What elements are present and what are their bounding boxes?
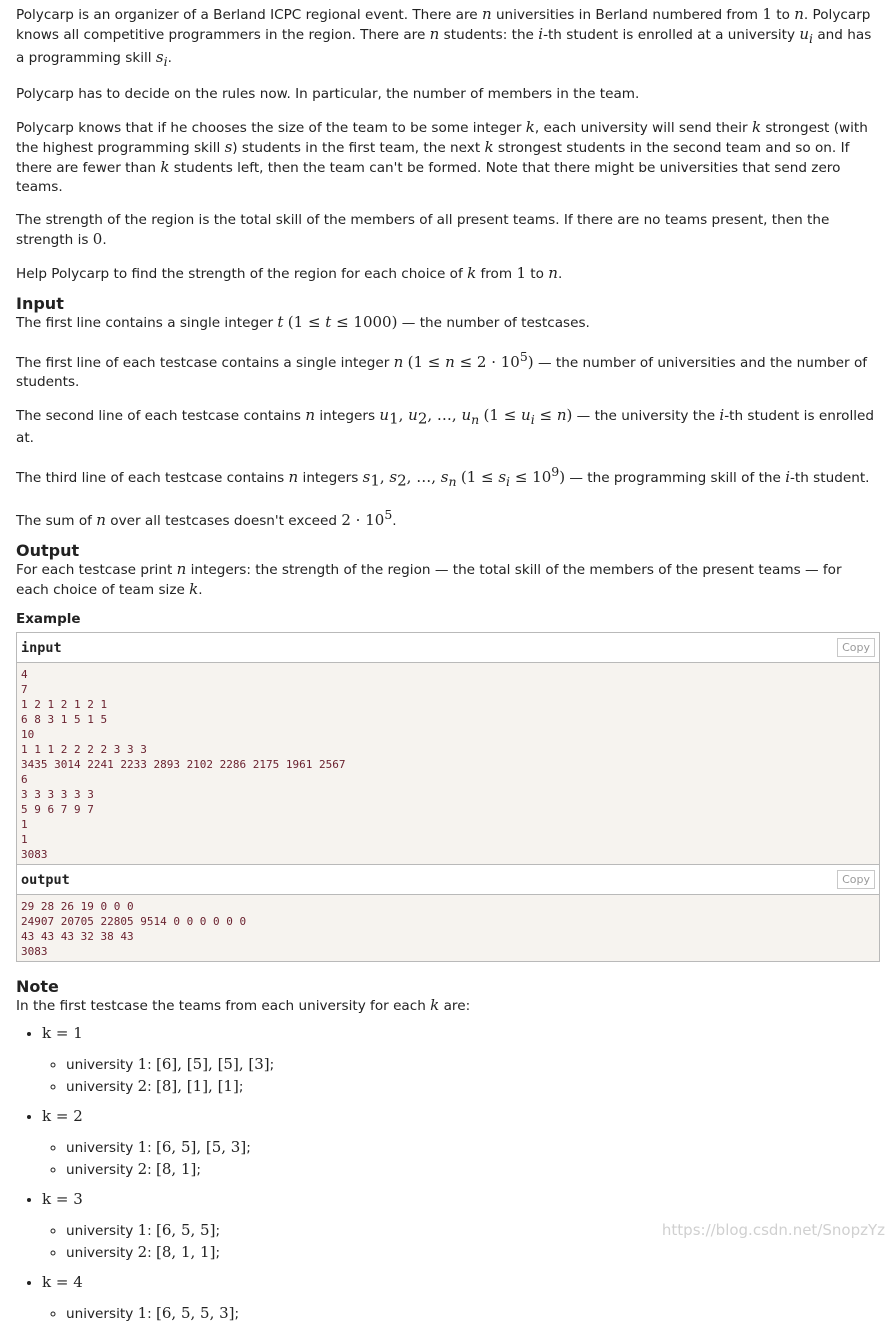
list-item: ◦ university 2: [8, 1]; [66, 1160, 878, 1180]
list-item [42, 1273, 878, 1324]
copy-output-button[interactable]: Copy [837, 870, 875, 889]
input-heading: Input [16, 294, 64, 313]
output-heading: Output [16, 541, 80, 560]
sample-input: 4 7 1 2 1 2 1 2 1 6 8 3 1 5 1 5 10 1 1 1 2 2 2 2 3 3 3 3435 3014 2241 2233 2893 2102 2286 2175 1961 2567 6 3 3 3 3 3 3 5 9 6 7 9 7 1 1 3083 [17, 663, 879, 865]
statement-paragraph-1: Polycarp is an organizer of a Berland ICPC regional event. There are n universities in Berland numbered from 1 to n. Polycarp knows all competitive programmers in the region. There are n students: the i-th student is enrolled at a university $u_i$ and has a programming skill $s_i$. [16, 5, 872, 69]
input-line-1: The first line contains a single integer t (1 ≤ t ≤ 1000) — the number of testcases. [16, 313, 590, 331]
list-item [42, 1107, 878, 1180]
example-box [16, 632, 880, 962]
k-value: • k = 1 [42, 1024, 83, 1042]
problem-statement [16, 5, 878, 1334]
input-line-3: The second line of each testcase contains n integers $u_1$, $u_2$, …, $u_n$ $(1 \le u_i \le n)$ — the university the i-th student is enrolled at. [16, 406, 874, 446]
input-line-5: The sum of n over all testcases doesn't exceed $2 \cdot 10^5$. [16, 507, 397, 529]
example-heading: Example [16, 611, 81, 627]
k-value: • k = 4 [42, 1273, 83, 1291]
k-value: • k = 3 [42, 1190, 83, 1208]
input-box-title: input [21, 640, 62, 656]
list-item: ◦ university 1: [6, 5, 5]; [66, 1221, 878, 1241]
output-text: For each testcase print n integers: the strength of the region — the total skill of the members of the present teams — for each choice of team size k. [16, 560, 842, 598]
list-item: ◦ university 1: [6, 5, 5, 3]; [66, 1304, 878, 1324]
input-line-2: The first line of each testcase contains a single integer n $(1 \le n \le 2 \cdot 10^5)$ — the number of universities and the number of students. [16, 349, 868, 390]
list-item: ◦ university 1: [6, 5], [5, 3]; [66, 1138, 878, 1158]
list-item: ◦ university 1: [6], [5], [5], [3]; [66, 1055, 878, 1075]
statement-paragraph-3: Polycarp knows that if he chooses the size of the team to be some integer k, each university will send their k strongest (with the highest programming skill s) students in the first team, the next k strongest students in the second team and so on. If there are fewer than k students left, then the team can't be formed. Note that there might be universities that send zero teams. [16, 118, 868, 195]
output-box-title: output [21, 872, 70, 888]
output-box-header [17, 865, 879, 895]
input-line-4: The third line of each testcase contains n integers $s_1$, $s_2$, …, $s_n$ $(1 \le s_i \le 10^9)$ — the programming skill of the i-th student. [16, 464, 870, 490]
list-item: ◦ university 2: [8], [1], [1]; [66, 1077, 878, 1097]
statement-paragraph-2: Polycarp has to decide on the rules now. In particular, the number of members in the team. [16, 86, 640, 102]
statement-paragraph-5: Help Polycarp to find the strength of the region for each choice of k from 1 to n. [16, 264, 563, 282]
note-k-list [16, 1024, 878, 1324]
note-heading: Note [16, 977, 59, 996]
list-item [42, 1024, 878, 1097]
statement-paragraph-4: The strength of the region is the total skill of the members of all present teams. If there are no teams present, then the strength is 0. [16, 212, 830, 248]
watermark: https://blog.csdn.net/SnopzYz [661, 1221, 885, 1239]
sample-output: 29 28 26 19 0 0 0 24907 20705 22805 9514 0 0 0 0 0 0 43 43 43 32 38 43 3083 [17, 895, 879, 961]
input-box-header [17, 633, 879, 663]
k-value: • k = 2 [42, 1107, 83, 1125]
list-item: ◦ university 2: [8, 1, 1]; [66, 1243, 878, 1263]
copy-input-button[interactable]: Copy [837, 638, 875, 657]
note-intro: In the first testcase the teams from each university for each k are: [16, 996, 471, 1014]
